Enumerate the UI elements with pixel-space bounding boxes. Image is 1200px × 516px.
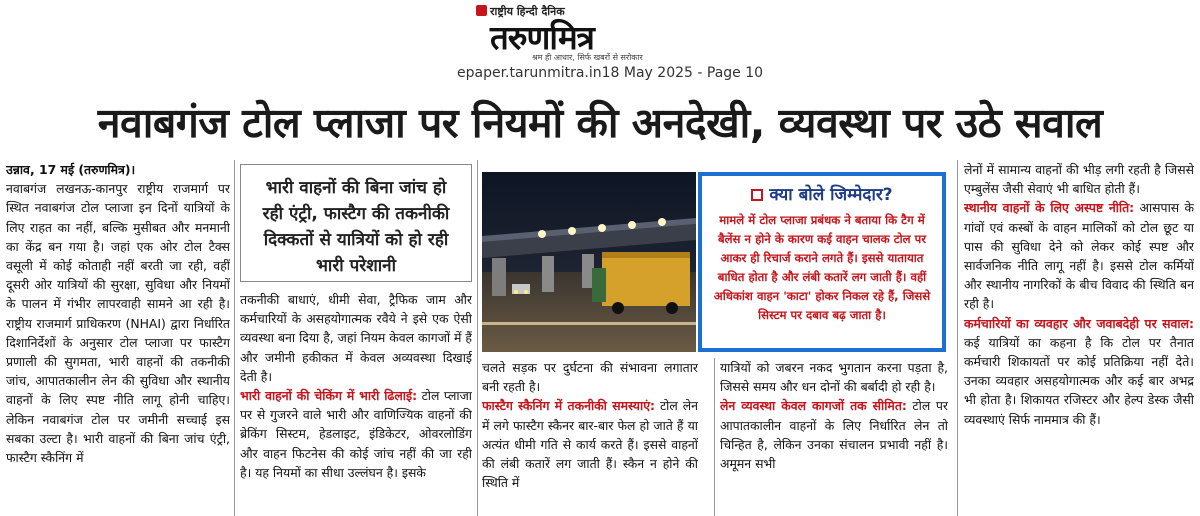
article-column-1 (6, 160, 230, 516)
dateline: उन्नाव, 17 मई (तरुणमित्र)। (6, 162, 136, 177)
subheading-local-vehicles: स्थानीय वाहनों के लिए अस्पष्ट नीति: (964, 200, 1135, 216)
newspaper-brand: तरुणमित्र (490, 18, 594, 57)
article-column-5 (964, 160, 1194, 516)
toll-plaza-photo (482, 172, 696, 352)
subheading-lane-system: लेन व्यवस्था केवल कागजों तक सीमित: (720, 398, 907, 414)
epaper-dateline: epaper.tarunmitra.in18 May 2025 - Page 10 (457, 65, 764, 81)
column-5-para-3 (964, 314, 1194, 429)
column-5-para-1: लेनों में सामान्य वाहनों की भीड़ लगी रहती है जिससे एम्बुलेंस जैसी सेवाएं भी बाधित होती हैं। (964, 162, 1194, 197)
column-divider (477, 160, 478, 516)
column-divider (234, 160, 235, 516)
article-headline: नवाबगंज टोल प्लाजा पर नियमों की अनदेखी, व्यवस्था पर उठे सवाल (97, 99, 1103, 147)
article-column-3 (482, 358, 698, 516)
column-3-para-2 (482, 396, 698, 492)
official-statement-title-text: क्या बोले जिम्मेदार? (769, 185, 893, 205)
column-divider (714, 358, 715, 516)
column-2-para-2-text: टोल प्लाजा पर से गुजरने वाले भारी और वाणिज्यिक वाहनों की ब्रेकिंग सिस्टम, हेडलाइट, इंडिकेटर, ओवरलोडिंग और वाहन फिटनेस की कोई जांच नहीं की जा रही है। यह नियमों का सीधा उल्लंघन है। इसके (240, 388, 472, 480)
column-4-para-1: यात्रियों को जबरन नकद भुगतान करना पड़ता है, जिससे समय और धन दोनों की बर्बादी हो रही है। (720, 360, 948, 395)
subheading-fastag: फास्टैग स्कैनिंग में तकनीकी समस्याएं: (482, 398, 656, 414)
column-1-text (6, 160, 230, 467)
subheading-heavy-vehicles: भारी वाहनों की चेकिंग में भारी ढिलाई: (240, 388, 418, 404)
column-divider (957, 160, 958, 516)
column-5-para-3-text: कई यात्रियों का कहना है कि टोल पर तैनात कर्मचारी शिकायतों पर कोई प्रतिक्रिया नहीं देते। उनका व्यवहार असहयोगात्मक और कई बार अभद्र भी होता है। शिकायत रजिस्टर और हेल्प डेस्क जैसी व्यवस्थाएं सिर्फ नाममात्र की हैं। (964, 334, 1194, 427)
official-statement-body: मामले में टोल प्लाजा प्रबंधक ने बताया कि टैग में बैलेंस न होने के कारण कई वाहन चालक टोल पर आकर ही रिचार्ज कराने लगते हैं। इससे यातायात बाधित होता है और लंबी कतारें लग जाती हैं। वहीं अधिकांश वाहन 'काटा' होकर निकल रहे हैं, जिससे सिस्टम पर दबाव बढ़ जाता है। (713, 213, 931, 322)
newspaper-logo-icon (476, 5, 487, 16)
column-4-para-2-text: टोल पर आपातकालीन वाहनों के लिए निर्धारित लेन तो चिन्हित है, लेकिन उनका संचालन प्रभावी नहीं है। अमूमन सभी (720, 398, 948, 472)
subheading-staff-behaviour: कर्मचारियों का व्यवहार और जवाबदेही पर सवाल: (964, 315, 1194, 331)
column-1-body: नवाबगंज लखनऊ-कानपुर राष्ट्रीय राजमार्ग पर स्थित नवाबगंज टोल प्लाजा इन दिनों यात्रियों के लिए राहत का नहीं, बल्कि मुसीबत और मनमानी का केंद्र बन गया है। जहां एक ओर टोल टैक्स वसूली में कोई कोताही नहीं बरती जा रही, वहीं दूसरी ओर यात्रियों की सुरक्षा, सुविधा और नियमों के पालन में गंभीर लापरवाही सामने आ रही है। राष्ट्रीय राजमार्ग प्राधिकरण (NHAI) द्वारा निर्धारित दिशानिर्देशों के अनुसार टोल प्लाजा पर फास्टैग प्रणाली की सुगमता, भारी वाहनों की तकनीकी जांच, आपातकालीन लेन की सुविधा और स्थानीय वाहनों के लिए स्पष्ट नीति लागू होनी चाहिए। लेकिन नवाबगंज टोल पर जमीनी सच्चाई इस सबका उल्टा है। भारी वाहनों की बिना जांच एंट्री, फास्टैग स्कैनिंग में (6, 181, 230, 466)
article-column-4 (720, 358, 948, 516)
official-statement-box (698, 172, 946, 352)
column-2-para-1: तकनीकी बाधाएं, धीमी सेवा, ट्रैफिक जाम और कर्मचारियों के असहयोगात्मक रवैये ने इसे एक ऐसी व्यवस्था बना दिया है, जहां नियम केवल कागजों में हैं और जमीनी हकीकत में केवल अव्यवस्था दिखाई देती है। (240, 292, 472, 384)
official-statement-inner (702, 176, 942, 348)
checkbox-square-icon (751, 189, 763, 201)
column-5-para-2-text: आसपास के गांवों एवं कस्बों के वाहन मालिकों को टोल छूट या पास की सुविधा देने को लेकर कोई स्पष्ट और सार्वजनिक नीति लागू नहीं है। इससे टोल कर्मियों और स्थानीय नागरिकों के बीच विवाद की स्थिति बन रही है। (964, 200, 1194, 312)
official-statement-title (710, 182, 934, 205)
highlight-box-text: भारी वाहनों की बिना जांच हो रही एंट्री, फास्टैग की तकनीकी दिक्कतों से यात्रियों को हो रही भारी परेशानी (262, 178, 450, 276)
column-3-para-2-text: टोल लेन में लगे फास्टैग स्कैनर बार-बार फेल हो जाते हैं या अत्यंत धीमी गति से कार्य करते हैं। इससे वाहनों की लंबी कतारें लग जाती हैं। स्कैन न होने की स्थिति में (482, 398, 698, 491)
highlight-box (240, 164, 472, 282)
column-5-para-2 (964, 198, 1194, 313)
column-4-para-2 (720, 396, 948, 473)
masthead-tagline-text: राष्ट्रीय हिन्दी दैनिक (490, 5, 565, 18)
brand-subtitle: श्रम ही आधार, सिर्फ खबरों से सरोकार (532, 53, 643, 62)
masthead (462, 2, 702, 62)
toll-plaza-photo-image (482, 172, 696, 352)
column-3-para-1: चलते सड़क पर दुर्घटना की संभावना लगातार बनी रहती है। (482, 360, 698, 395)
column-2-para-2 (240, 386, 472, 482)
article-column-2 (240, 290, 472, 516)
